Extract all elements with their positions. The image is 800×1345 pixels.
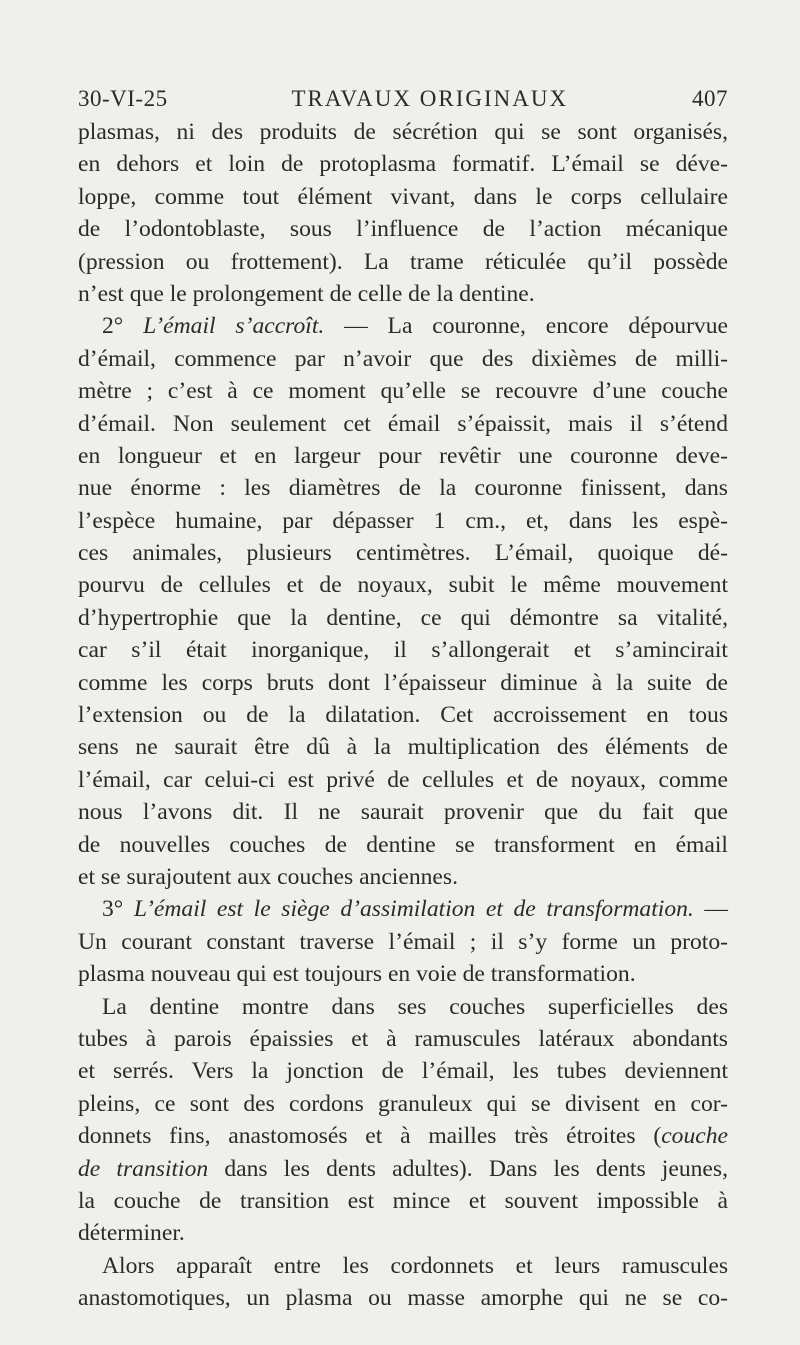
- book-page: [78, 86, 728, 1314]
- text-line: la couche de transition est mince et souvent impossible à: [78, 1187, 728, 1214]
- text-line: d’hypertrophie que la dentine, ce qui démontre sa vitalité,: [78, 604, 728, 631]
- section-title: L’émail s’accroît.: [143, 313, 325, 340]
- text-line: tubes à parois épaissies et à ramuscules latéraux abondants: [78, 1025, 728, 1052]
- text-line: d’émail, commence par n’avoir que des dixièmes de milli-: [78, 345, 728, 372]
- text-line: car s’il était inorganique, il s’allongerait et s’amincirait: [78, 637, 728, 664]
- text-line: —: [704, 896, 728, 923]
- text-line: déterminer.: [78, 1220, 185, 1247]
- text-line: loppe, comme tout élément vivant, dans le corps cellulaire: [78, 183, 728, 210]
- text-line: n’est que le prolongement de celle de la dentine.: [78, 280, 535, 307]
- text-line: Un courant constant traverse l’émail ; il s’y forme un proto-: [78, 928, 728, 955]
- section-number: 2°: [102, 313, 124, 340]
- text-line: pourvu de cellules et de noyaux, subit le même mouvement: [78, 572, 728, 599]
- header-title: TRAVAUX ORIGINAUX: [291, 86, 569, 111]
- text-line-with-italic: [78, 1120, 728, 1152]
- text-line: comme les corps bruts dont l’épaisseur diminue à la suite de: [78, 669, 728, 696]
- text-line: de nouvelles couches de dentine se transforment en émail: [78, 831, 728, 858]
- text-line: plasma nouveau qui est toujours en voie de transformation.: [78, 961, 636, 988]
- text-line: l’émail, car celui-ci est privé de cellules et de noyaux, comme: [78, 766, 728, 793]
- text-line: ces animales, plusieurs centimètres. L’émail, quoique dé-: [78, 540, 728, 567]
- text-line: l’espèce humaine, par dépasser 1 cm., et, dans les espè-: [78, 507, 728, 534]
- text-line: nous l’avons dit. Il ne saurait provenir que du fait que: [78, 799, 728, 826]
- body-text: [78, 116, 728, 1314]
- text-line: La dentine montre dans ses couches superficielles des: [102, 993, 728, 1020]
- section-title: L’émail est le siège d’assimilation et de transformation.: [133, 896, 694, 923]
- text-line: de l’odontoblaste, sous l’influence de l’action mécanique: [78, 216, 728, 243]
- text-line: nue énorme : les diamètres de la couronne finissent, dans: [78, 475, 728, 502]
- section-heading-line: [78, 310, 728, 342]
- text-line: dans les dents adultes). Dans les dents jeunes,: [208, 1155, 728, 1182]
- text-line: en dehors et loin de protoplasma formatif. L’émail se déve-: [78, 151, 728, 178]
- header-date: 30-VI-25: [78, 86, 168, 111]
- italic-term: de transition: [78, 1155, 209, 1182]
- text-line: donnets fins, anastomosés et à mailles très étroites (: [78, 1123, 662, 1150]
- section-heading-line: [78, 893, 728, 925]
- text-line: mètre ; c’est à ce moment qu’elle se recouvre d’une couche: [78, 378, 728, 405]
- section-number: 3°: [102, 896, 124, 923]
- text-line: — La couronne, encore dépourvue: [344, 313, 728, 340]
- text-line: et se surajoutent aux couches anciennes.: [78, 863, 458, 890]
- text-line: Alors apparaît entre les cordonnets et leurs ramuscules: [102, 1252, 728, 1279]
- text-line: sens ne saurait être dû à la multiplication des éléments de: [78, 734, 728, 761]
- italic-term: couche: [661, 1123, 728, 1150]
- text-line: et serrés. Vers la jonction de l’émail, les tubes deviennent: [78, 1058, 728, 1085]
- page-number: 407: [691, 86, 728, 111]
- text-line: en longueur et en largeur pour revêtir une couronne deve-: [78, 442, 728, 469]
- text-line: (pression ou frottement). La trame réticulée qu’il possède: [78, 248, 728, 275]
- running-header: [78, 86, 728, 116]
- text-line: l’extension ou de la dilatation. Cet accroissement en tous: [78, 702, 728, 729]
- text-line: d’émail. Non seulement cet émail s’épaissit, mais il s’étend: [78, 410, 728, 437]
- text-line: plasmas, ni des produits de sécrétion qui se sont organisés,: [78, 119, 728, 145]
- text-line-with-italic: [78, 1153, 728, 1185]
- text-line: pleins, ce sont des cordons granuleux qui se divisent en cor-: [78, 1090, 728, 1117]
- text-line: anastomotiques, un plasma ou masse amorphe qui ne se co-: [78, 1285, 728, 1312]
